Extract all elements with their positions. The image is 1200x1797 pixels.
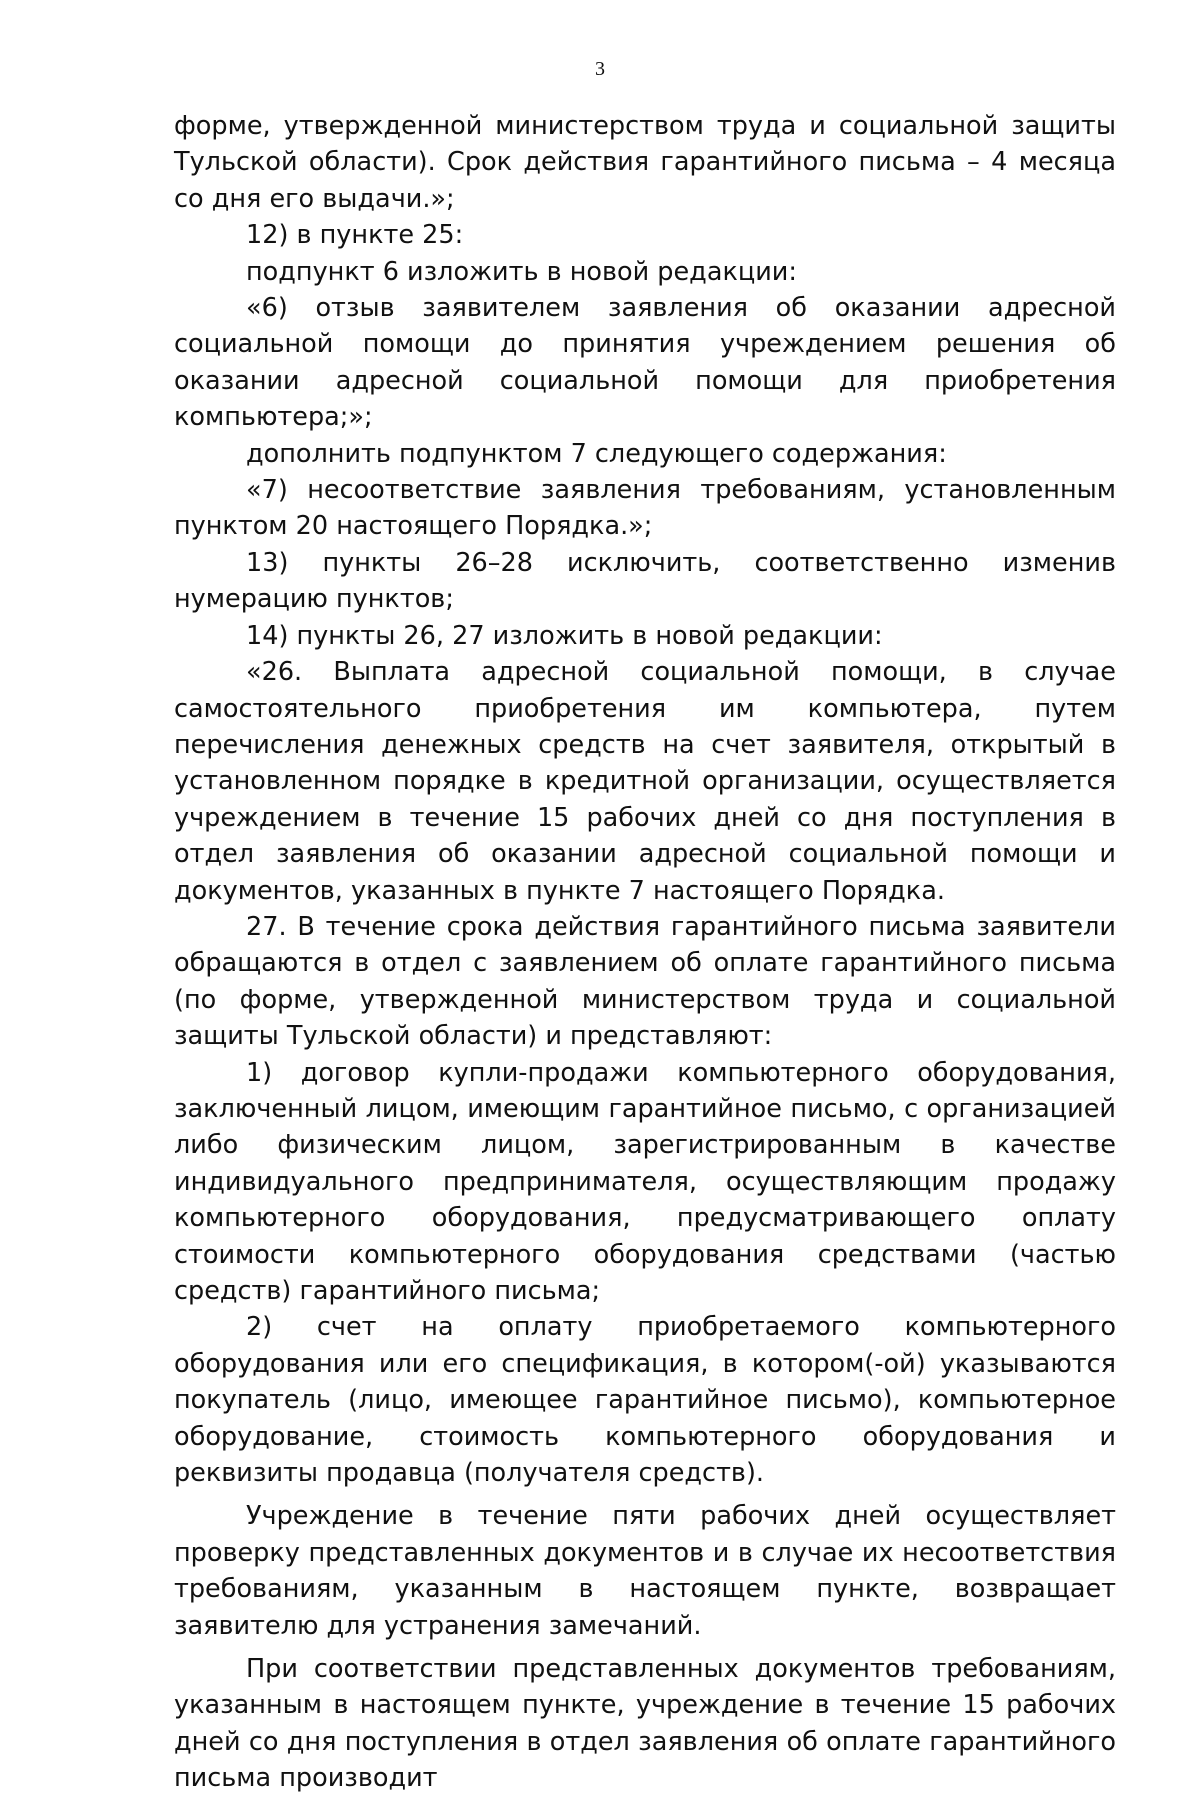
- paragraph-continuation: форме, утвержденной министерством труда и социальной защиты Тульской области). Срок действия гарантийного письма – 4 месяца со дня его выдачи.»;: [174, 111, 1116, 214]
- paragraph-item-12: 12) в пункте 25:: [246, 220, 464, 251]
- paragraph-item-14: 14) пункты 26, 27 изложить в новой редакции:: [246, 620, 883, 651]
- paragraph-subitem-6-intro: подпункт 6 изложить в новой редакции:: [246, 256, 797, 287]
- document-body: [174, 108, 1116, 1797]
- page-number: 3: [595, 58, 605, 80]
- paragraph-item-13: 13) пункты 26–28 исключить, соответственно изменив нумерацию пунктов;: [174, 547, 1116, 615]
- paragraph-point-27: 27. В течение срока действия гарантийного письма заявители обращаются в отдел с заявлением об оплате гарантийного письма (по форме, утвержденной министерством труда и социальной защиты Тульской области) и представляют:: [174, 911, 1116, 1052]
- paragraph-subitem-7-text: «7) несоответствие заявления требованиям, установленным пунктом 20 настоящего Порядка.»;: [174, 475, 1116, 542]
- paragraph-point-26: «26. Выплата адресной социальной помощи, в случае самостоятельного приобретения им компьютера, путем перечисления денежных средств на счет заявителя, открытый в установленном порядке в кредитной организации, осуществляется учреждением в течение 15 рабочих дней со дня поступления в отдел заявления об оказании адресной социальной помощи и документов, указанных в пункте 7 настоящего Порядка.: [174, 657, 1116, 906]
- paragraph-subitem-7-intro: дополнить подпунктом 7 следующего содержания:: [246, 438, 947, 469]
- paragraph-point-27-item-1: 1) договор купли-продажи компьютерного оборудования, заключенный лицом, имеющим гарантийное письмо, с организацией либо физическим лицом, зарегистрированным в качестве индивидуального предпринимателя, осуществляющим продажу компьютерного оборудования, предусматривающего оплату стоимости компьютерного оборудования средствами (частью средств) гарантийного письма;: [174, 1057, 1116, 1306]
- paragraph-verification: Учреждение в течение пяти рабочих дней осуществляет проверку представленных документов и в случае их несоответствия требованиям, указанным в настоящем пункте, возвращает заявителю для устранения замечаний.: [174, 1501, 1116, 1641]
- paragraph-compliance: При соответствии представленных документов требованиям, указанным в настоящем пункте, учреждение в течение 15 рабочих дней со дня поступления в отдел заявления об оплате гарантийного письма производит: [174, 1654, 1116, 1794]
- paragraph-point-27-item-2: 2) счет на оплату приобретаемого компьютерного оборудования или его спецификация, в котором(-ой) указываются покупатель (лицо, имеющее гарантийное письмо), компьютерное оборудование, стоимость компьютерного оборудования и реквизиты продавца (получателя средств).: [174, 1312, 1116, 1489]
- paragraph-subitem-6-text: «6) отзыв заявителем заявления об оказании адресной социальной помощи до принятия учреждением решения об оказании адресной социальной помощи для приобретения компьютера;»;: [174, 293, 1116, 433]
